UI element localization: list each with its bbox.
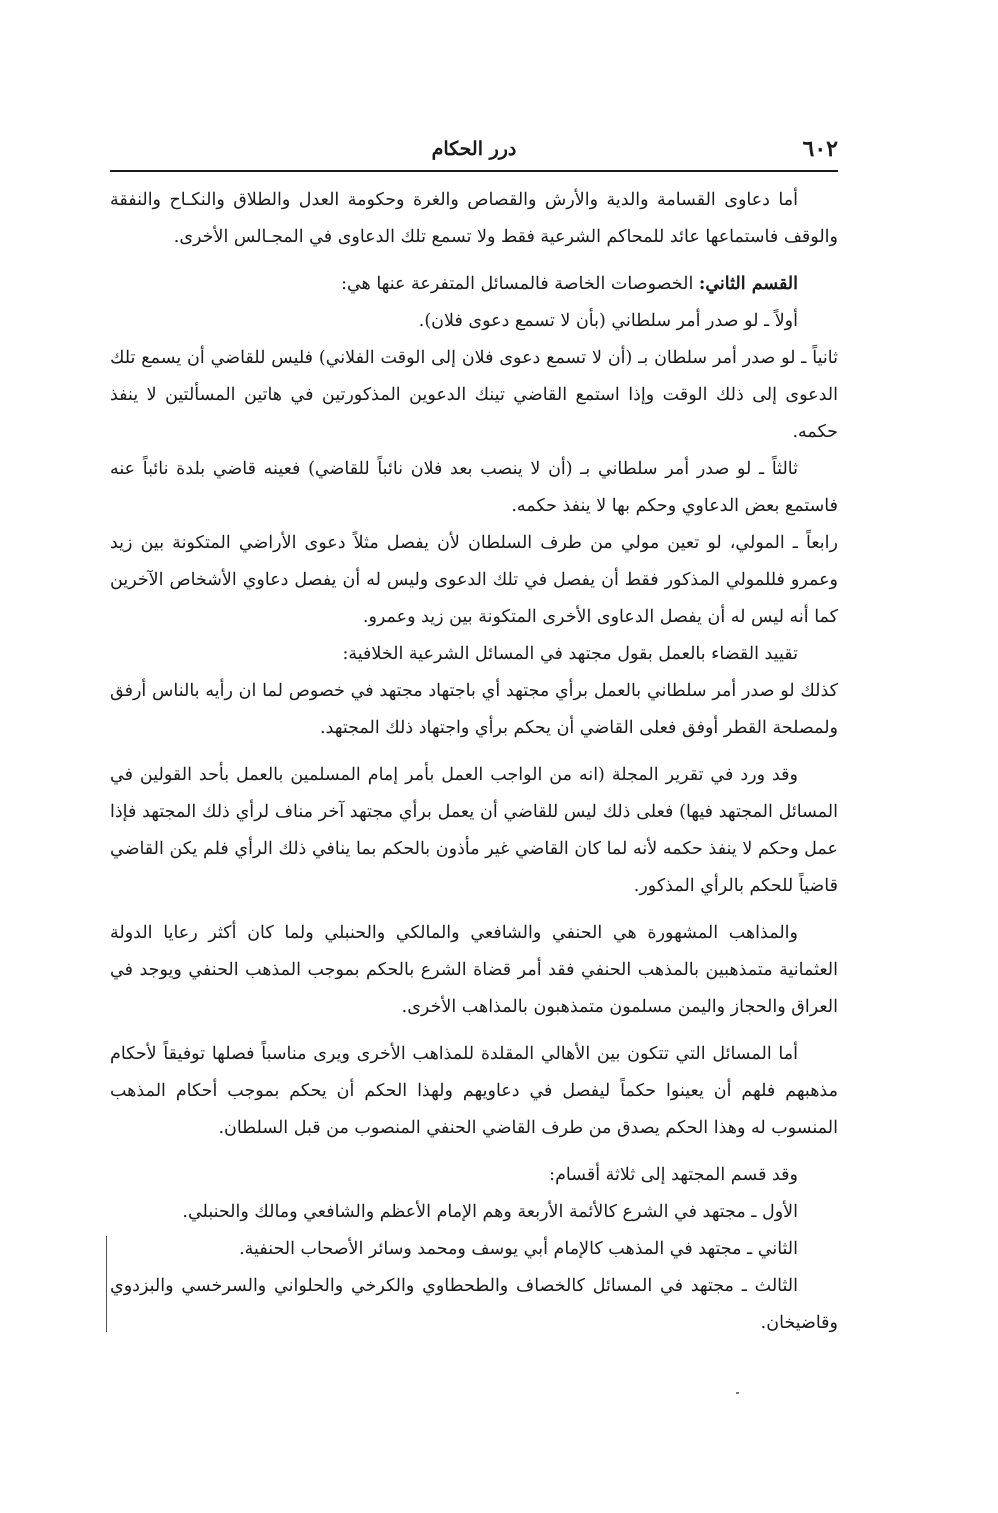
page-number: ٦٠٢ — [802, 136, 838, 162]
paragraph-15: الثالث ـ مجتهد في المسائل كالخصاف والطحطاوي والكرخي والحلواني والسرخسي والبزدوي وقاضيخان. — [110, 1276, 838, 1333]
paragraph-13: الأول ـ مجتهد في الشرع كالأئمة الأربعة وهم الإمام الأعظم والشافعي ومالك والحنبلي. — [182, 1202, 798, 1222]
margin-line — [106, 1236, 107, 1332]
paragraph-9: وقد ورد في تقرير المجلة (انه من الواجب العمل بأمر إمام المسلمين بالعمل بأحد القولين في المسائل المجتهد فيها) فعلى ذلك ليس للقاضي أن يعمل برأي مجتهد آخر مناف لرأي ذلك المجتهد فإذا عمل وحكم لا ينفذ حكمه لأنه لما كان القاضي غير مأذون بالحكم بما ينافي ذلك الرأي فلم يكن القاضي قاضياً للحكم بالرأي المذكور. — [110, 765, 838, 896]
paragraph-1: أما دعاوى القسامة والدية والأرش والقصاص والغرة وحكومة العدل والطلاق والنكـاح والنفقة والوقف فاستماعها عائد للمحاكم الشرعية فقط ولا تسمع تلك الدعاوى في المجـالس الأخرى. — [110, 190, 838, 247]
page-header — [110, 132, 838, 172]
section-two-lead: القسم الثاني: — [698, 274, 798, 294]
paragraph-14: الثاني ـ مجتهد في المذهب كالإمام أبي يوسف ومحمد وسائر الأصحاب الحنفية. — [239, 1239, 798, 1259]
paragraph-6: رابعاً ـ المولي، لو تعين مولي من طرف السلطان لأن يفصل مثلاً دعوى الأراضي المتكونة بين زيد وعمرو فللمولي المذكور فقط أن يفصل في تلك الدعوى وليس له أن يفصل دعاوي الأشخاص الآخرين كما أنه ليس له أن يفصل الدعاوى الأخرى المتكونة بين زيد وعمرو. — [110, 533, 838, 627]
paragraph-10: والمذاهب المشهورة هي الحنفي والشافعي والمالكي والحنبلي ولما كان أكثر رعايا الدولة العثمانية متمذهبين بالمذهب الحنفي فقد أمر قضاة الشرع بالحكم بموجب المذهب الحنفي ويوجد في العراق والحجاز واليمن مسلمون متمذهبون بالمذاهب الأخرى. — [110, 923, 838, 1017]
paragraph-8: كذلك لو صدر أمر سلطاني بالعمل برأي مجتهد أي باجتهاد مجتهد في خصوص لما ان رأيه بالناس أرفق ولمصلحة القطر أوفق فعلى القاضي أن يحكم برأي واجتهاد ذلك المجتهد. — [110, 681, 838, 738]
paragraph-4: ثانياً ـ لو صدر أمر سلطان بـ (أن لا تسمع دعوى فلان إلى الوقت الفلاني) فليس للقاضي أن يسمع تلك الدعوى إلى ذلك الوقت وإذا استمع القاضي تينك الدعوين المذكورتين في هاتين المسألتين لا ينفذ حكمه. — [110, 348, 838, 442]
paragraph-2 — [110, 266, 838, 303]
page-body — [110, 182, 838, 1342]
paragraph-11: أما المسائل التي تتكون بين الأهالي المقلدة للمذاهب الأخرى ويرى مناسباً فصلها توفيقاً لأحكام مذهبهم فلهم أن يعينوا حكماً ليفصل في دعاويهم ولهذا الحكم أن يحكم بموجب أحكام المذهب المنسوب له وهذا الحكم يصدق من طرف القاضي الحنفي المنصوب من قبل السلطان. — [110, 1044, 838, 1138]
running-head: درر الحكام — [431, 138, 517, 160]
section-two-text: الخصوصات الخاصة فالمسائل المتفرعة عنها هي: — [341, 274, 699, 294]
paragraph-5: ثالثاً ـ لو صدر أمر سلطاني بـ (أن لا ينصب بعد فلان نائباً للقاضي) فعينه قاضي بلدة نائباً عنه فاستمع بعض الدعاوي وحكم بها لا ينفذ حكمه. — [110, 459, 838, 516]
paragraph-7: تقييد القضاء بالعمل بقول مجتهد في المسائل الشرعية الخلافية: — [342, 644, 798, 664]
paragraph-12: وقد قسم المجتهد إلى ثلاثة أقسام: — [549, 1165, 798, 1185]
paragraph-3: أولاً ـ لو صدر أمر سلطاني (بأن لا تسمع دعوى فلان). — [418, 311, 798, 331]
scan-speck — [736, 1392, 739, 1394]
